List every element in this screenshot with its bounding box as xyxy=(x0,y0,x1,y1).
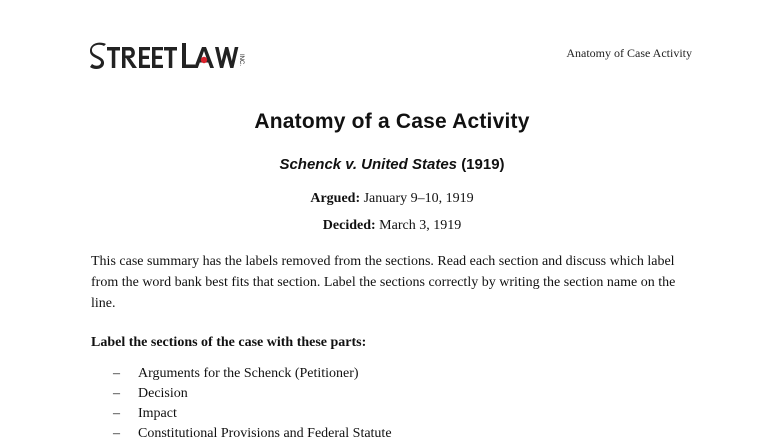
decided-date: March 3, 1919 xyxy=(379,218,462,233)
case-name: Schenck v. United States xyxy=(279,156,458,173)
list-item xyxy=(113,364,392,384)
page-header xyxy=(0,0,784,90)
list-item-text: Constitutional Provisions and Federal Statute xyxy=(138,426,392,441)
header-document-label: Anatomy of Case Activity xyxy=(566,46,692,60)
page-title: Anatomy of a Case Activity xyxy=(254,110,530,133)
list-item-text: Impact xyxy=(138,406,177,421)
dash-bullet: – xyxy=(113,426,120,441)
decided-label: Decided: xyxy=(322,218,376,233)
svg-text:INC.: INC. xyxy=(238,54,244,66)
list-item xyxy=(113,424,392,444)
parts-list xyxy=(113,364,392,444)
dash-bullet: – xyxy=(113,406,120,421)
logo-accent-dot xyxy=(201,57,207,63)
instructions-paragraph: This case summary has the labels removed from the sections. Read each section and discuss which label from the word bank best fits that section. Label the sections correctly by writing the section name on the line. xyxy=(91,254,676,311)
decided-line xyxy=(0,217,784,235)
argued-date: January 9–10, 1919 xyxy=(363,191,474,206)
list-item-text: Decision xyxy=(138,386,188,401)
list-item xyxy=(113,384,392,404)
dash-bullet: – xyxy=(113,386,120,401)
dash-bullet: – xyxy=(113,366,120,381)
street-law-logo xyxy=(90,40,250,74)
argued-line xyxy=(0,190,784,208)
list-item xyxy=(113,404,392,424)
parts-list-heading: Label the sections of the case with these parts: xyxy=(91,335,367,350)
list-item-text: Arguments for the Schenck (Petitioner) xyxy=(138,366,359,381)
case-heading xyxy=(0,156,784,174)
argued-label: Argued: xyxy=(310,191,361,206)
case-year: (1919) xyxy=(461,156,505,173)
